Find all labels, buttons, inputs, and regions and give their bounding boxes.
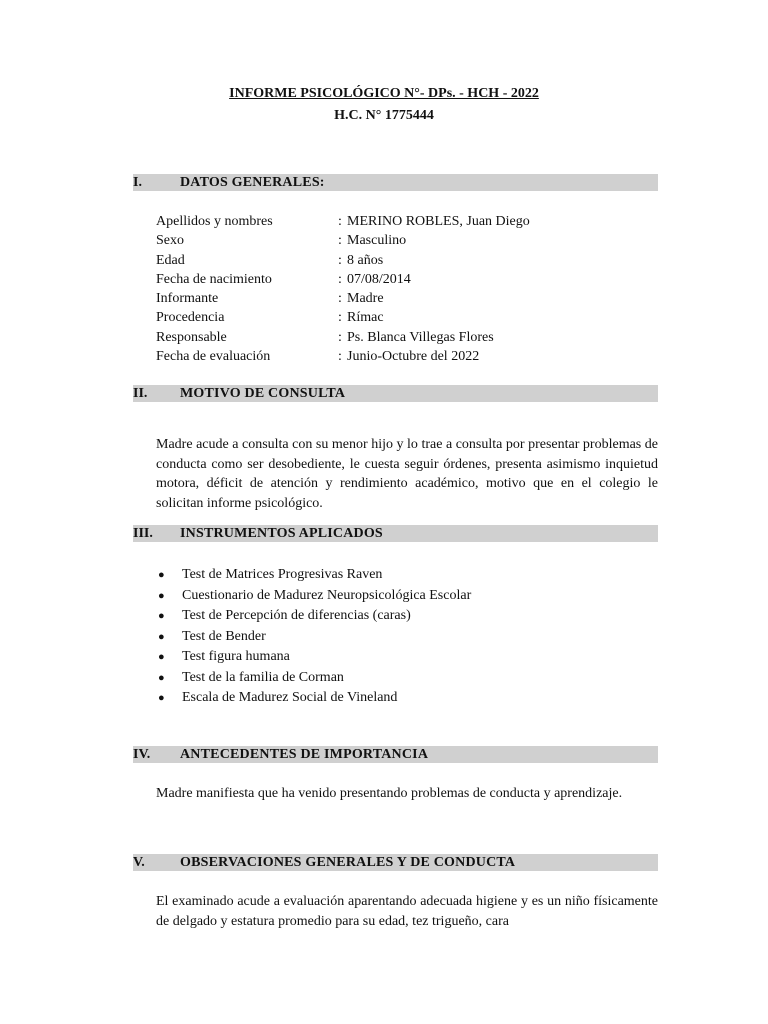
list-item [156, 668, 471, 689]
instrument-name: Cuestionario de Madurez Neuropsicológica Escolar [182, 587, 472, 603]
observaciones-paragraph: El examinado acude a evaluación aparentando adecuada higiene y es un niño físicamente de delgado y estatura promedio para su edad, tez trigueño, cara [156, 894, 658, 929]
field-value: Junio-Octubre del 2022 [347, 349, 480, 365]
field-colon: : [338, 271, 342, 287]
field-value: MERINO ROBLES, Juan Diego [347, 214, 530, 229]
field-colon: : [338, 310, 342, 326]
field-value: Ps. Blanca Villegas Flores [347, 329, 494, 345]
field-colon: : [338, 233, 342, 249]
bullet-icon: ● [158, 630, 165, 643]
field-colon: : [338, 291, 342, 307]
field-row-informante [156, 289, 576, 308]
field-label: Sexo [156, 233, 184, 249]
instrument-name: Test de Bender [182, 628, 266, 644]
field-value: Masculino [347, 233, 407, 249]
section-label: DATOS GENERALES: [180, 175, 325, 190]
bullet-icon: ● [158, 610, 165, 622]
section-label: MOTIVO DE CONSULTA [180, 386, 346, 401]
general-data-list [156, 212, 576, 366]
section-number: I. [133, 175, 142, 190]
instrument-name: Escala de Madurez Social de Vineland [182, 690, 398, 705]
field-label: Fecha de nacimiento [156, 271, 272, 287]
field-label: Edad [156, 252, 185, 268]
section-label: INSTRUMENTOS APLICADOS [180, 526, 383, 541]
instrument-name: Test de Matrices Progresivas Raven [182, 567, 383, 582]
section-number: IV. [133, 747, 151, 762]
field-value: 8 años [347, 252, 384, 268]
report-title: INFORME PSICOLÓGICO N°- DPs. - HCH - 2022 [229, 86, 539, 101]
section-label: ANTECEDENTES DE IMPORTANCIA [180, 747, 429, 762]
instrument-name: Test de Percepción de diferencias (caras) [182, 608, 411, 623]
field-row-responsable [156, 328, 576, 347]
bullet-icon: ● [158, 692, 165, 704]
field-colon: : [338, 329, 342, 345]
field-label: Apellidos y nombres [156, 214, 273, 229]
list-item [156, 586, 471, 607]
section-number: II. [133, 386, 148, 401]
bullet-icon: ● [158, 589, 165, 602]
field-row-procedencia [156, 308, 576, 327]
field-row-sexo [156, 231, 576, 250]
field-row-fecha-nacimiento [156, 270, 576, 289]
section-number: V. [133, 855, 145, 870]
field-value: 07/08/2014 [347, 271, 411, 287]
list-item [156, 647, 471, 668]
section-heading-motivo-consulta [133, 385, 658, 402]
section-heading-antecedentes [133, 746, 658, 763]
section-heading-instrumentos [133, 525, 658, 542]
field-colon: : [338, 214, 342, 229]
clinical-history-number: H.C. N° 1775444 [334, 108, 434, 123]
bullet-icon: ● [158, 651, 165, 663]
list-item [156, 606, 471, 627]
bullet-icon: ● [158, 671, 165, 684]
field-label: Procedencia [156, 310, 225, 326]
field-row-nombres [156, 212, 576, 231]
instrument-name: Test de la familia de Corman [182, 669, 344, 685]
field-label: Informante [156, 291, 219, 307]
list-item [156, 688, 471, 709]
section-heading-observaciones [133, 854, 658, 871]
antecedentes-paragraph: Madre manifiesta que ha venido presentando problemas de conducta y aprendizaje. [156, 786, 623, 801]
field-value: Madre [347, 291, 384, 307]
field-label: Fecha de evaluación [156, 349, 271, 365]
field-colon: : [338, 252, 342, 268]
bullet-icon: ● [158, 569, 165, 581]
section-label: OBSERVACIONES GENERALES Y DE CONDUCTA [180, 855, 516, 870]
motivo-paragraph: Madre acude a consulta con su menor hijo y lo trae a consulta por presentar problemas de conducta como ser desobediente, le cuesta seguir órdenes, presenta asimismo inquietud motora, déficit de atención y rendimiento académico, motivo que en el colegio le solicitan informe psicológico. [156, 437, 658, 511]
field-row-fecha-evaluacion [156, 347, 576, 366]
field-row-edad [156, 251, 576, 270]
field-label: Responsable [156, 329, 227, 345]
instrument-name: Test figura humana [182, 649, 290, 664]
instruments-list [156, 565, 471, 709]
list-item [156, 627, 471, 648]
field-colon: : [338, 349, 342, 365]
field-value: Rímac [347, 310, 384, 326]
section-number: III. [133, 526, 153, 541]
section-heading-datos-generales [133, 174, 658, 191]
list-item [156, 565, 471, 586]
